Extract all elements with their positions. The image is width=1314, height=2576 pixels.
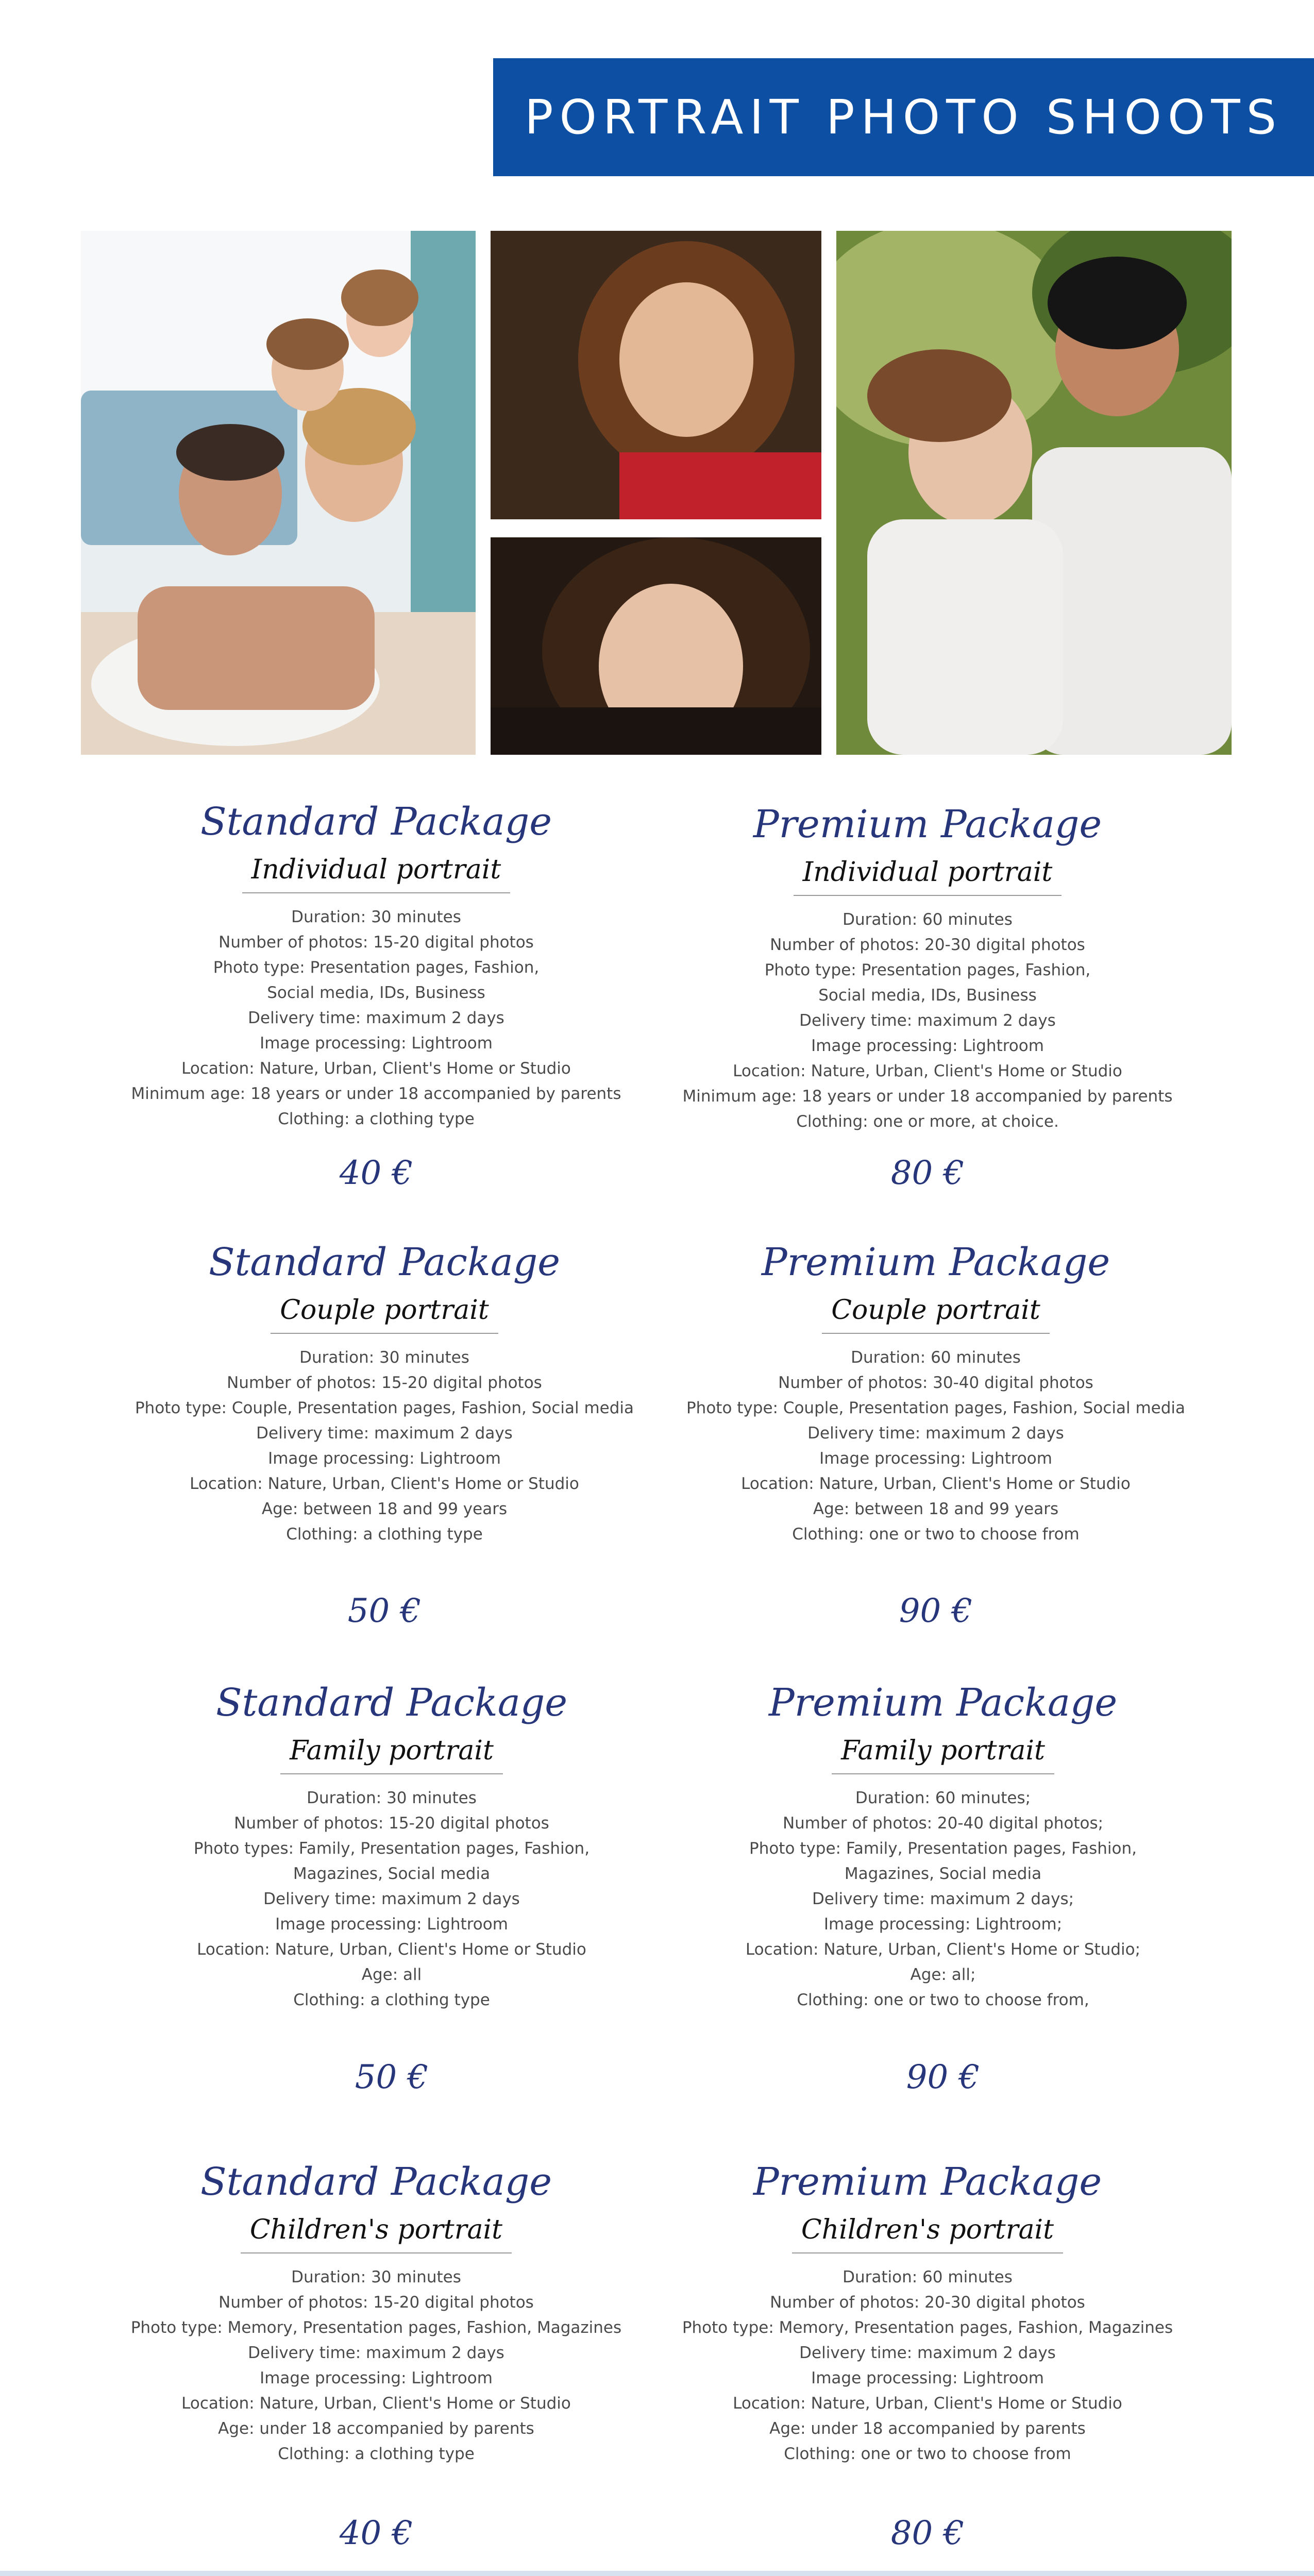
package-detail-line: Image processing: Lightroom	[260, 2369, 493, 2388]
package-detail-line: Delivery time: maximum 2 days	[799, 1011, 1056, 1030]
package-price: 40 €	[339, 1154, 413, 1192]
package-detail-line: Delivery time: maximum 2 days	[263, 1890, 520, 1909]
package-detail-line: Photo type: Family, Presentation pages, Fashion,	[749, 1839, 1137, 1858]
package-detail-line: Number of photos: 20-40 digital photos;	[782, 1814, 1104, 1833]
package-detail-line: Number of photos: 20-30 digital photos	[770, 2293, 1085, 2312]
package-subtitle: Family portrait	[832, 1735, 1054, 1774]
package-detail-line: Delivery time: maximum 2 days	[248, 2344, 504, 2363]
package-detail-line: Number of photos: 15-20 digital photos	[218, 933, 534, 952]
package-title: Standard Package	[215, 1681, 568, 1725]
package-subtitle: Children's portrait	[792, 2214, 1063, 2253]
baby-portrait-section	[0, 2571, 1314, 2576]
family-photo	[81, 231, 476, 755]
package-detail-line: Number of photos: 15-20 digital photos	[218, 2293, 534, 2312]
couple-photo	[836, 231, 1232, 755]
package-detail-line: Delivery time: maximum 2 days	[807, 1424, 1064, 1443]
package-title: Standard Package	[200, 2160, 552, 2204]
package-detail-line: Location: Nature, Urban, Client's Home or Studio	[190, 1475, 579, 1494]
package-detail-line: Delivery time: maximum 2 days	[256, 1424, 513, 1443]
package-detail-line: Clothing: a clothing type	[278, 2445, 475, 2464]
package-detail-line: Duration: 60 minutes	[843, 910, 1013, 929]
package-detail-line: Location: Nature, Urban, Client's Home or Studio	[181, 2394, 571, 2413]
package-detail-line: Clothing: one or two to choose from,	[797, 1991, 1089, 2010]
package-detail-line: Clothing: a clothing type	[278, 1110, 475, 1129]
package-detail-line: Social media, IDs, Business	[267, 984, 485, 1003]
package-detail-line: Magazines, Social media	[844, 1865, 1042, 1884]
package-price: 50 €	[347, 1592, 422, 1630]
package-detail-line: Age: under 18 accompanied by parents	[769, 2419, 1086, 2438]
package-detail-line: Location: Nature, Urban, Client's Home or Studio	[733, 1062, 1122, 1081]
package-detail-line: Photo type: Memory, Presentation pages, Fashion, Magazines	[130, 2318, 622, 2337]
package-detail-line: Duration: 60 minutes	[843, 2268, 1013, 2287]
package-detail-line: Image processing: Lightroom	[811, 2369, 1044, 2388]
package-detail-line: Duration: 30 minutes	[291, 908, 461, 927]
package-detail-line: Clothing: one or more, at choice.	[796, 1112, 1059, 1131]
package-detail-line: Location: Nature, Urban, Client's Home or Studio	[181, 1059, 571, 1078]
package-detail-line: Delivery time: maximum 2 days	[799, 2344, 1056, 2363]
package-detail-line: Location: Nature, Urban, Client's Home or Studio	[741, 1475, 1131, 1494]
package-detail-line: Age: between 18 and 99 years	[261, 1500, 508, 1519]
package-detail-line: Duration: 30 minutes	[307, 1789, 477, 1808]
package-detail-line: Number of photos: 15-20 digital photos	[234, 1814, 549, 1833]
package-detail-line: Photo type: Presentation pages, Fashion,	[764, 961, 1091, 980]
package-title: Premium Package	[768, 1681, 1118, 1725]
package-detail-line: Age: under 18 accompanied by parents	[218, 2419, 534, 2438]
package-price: 90 €	[899, 1592, 973, 1630]
package-detail-line: Age: all	[361, 1965, 422, 1985]
package-detail-line: Clothing: one or two to choose from	[792, 1525, 1080, 1544]
package-title: Premium Package	[753, 2160, 1102, 2204]
package-detail-line: Age: all;	[910, 1965, 976, 1985]
package-detail-line: Clothing: a clothing type	[286, 1525, 483, 1544]
page-title: PORTRAIT PHOTO SHOOTS	[525, 90, 1283, 145]
package-detail-line: Number of photos: 15-20 digital photos	[227, 1374, 542, 1393]
premium-package-4	[654, 2161, 1201, 2467]
girl-curly-photo	[491, 231, 821, 519]
package-detail-line: Location: Nature, Urban, Client's Home or Studio	[733, 2394, 1122, 2413]
package-title: Standard Package	[208, 1240, 561, 1284]
package-detail-line: Photo types: Family, Presentation pages, Fashion,	[193, 1839, 590, 1858]
package-detail-line: Photo type: Memory, Presentation pages, Fashion, Magazines	[682, 2318, 1173, 2337]
package-title: Premium Package	[753, 802, 1102, 846]
package-detail-line: Image processing: Lightroom	[819, 1449, 1052, 1468]
package-detail-line: Photo type: Couple, Presentation pages, Fashion, Social media	[686, 1399, 1186, 1418]
package-detail-line: Clothing: one or two to choose from	[784, 2445, 1071, 2464]
package-detail-line: Image processing: Lightroom;	[823, 1915, 1063, 1934]
package-detail-line: Number of photos: 20-30 digital photos	[770, 936, 1085, 955]
premium-package-1	[654, 804, 1201, 1134]
package-detail-line: Social media, IDs, Business	[818, 986, 1037, 1005]
package-detail-line: Age: between 18 and 99 years	[813, 1500, 1059, 1519]
package-price: 40 €	[339, 2514, 413, 2552]
package-subtitle: Children's portrait	[241, 2214, 512, 2253]
package-subtitle: Individual portrait	[794, 857, 1062, 896]
page-title-banner	[493, 58, 1314, 176]
package-detail-line: Duration: 30 minutes	[291, 2268, 461, 2287]
package-detail-line: Magazines, Social media	[293, 1865, 491, 1884]
girl-looking-up-photo	[491, 537, 821, 755]
premium-package-2	[663, 1242, 1209, 1547]
standard-package-3	[119, 1682, 665, 2013]
package-detail-line: Location: Nature, Urban, Client's Home or Studio	[197, 1940, 586, 1959]
package-price: 80 €	[890, 2514, 965, 2552]
package-subtitle: Couple portrait	[822, 1295, 1050, 1334]
package-detail-line: Minimum age: 18 years or under 18 accompanied by parents	[682, 1087, 1173, 1106]
package-detail-line: Image processing: Lightroom	[260, 1034, 493, 1053]
package-detail-line: Delivery time: maximum 2 days	[248, 1009, 504, 1028]
package-detail-line: Minimum age: 18 years or under 18 accompanied by parents	[131, 1084, 621, 1104]
package-detail-line: Duration: 60 minutes;	[855, 1789, 1031, 1808]
package-title: Standard Package	[200, 800, 552, 844]
package-price: 90 €	[906, 2058, 980, 2096]
package-detail-line: Clothing: a clothing type	[293, 1991, 490, 2010]
package-detail-line: Image processing: Lightroom	[275, 1915, 508, 1934]
package-price: 80 €	[890, 1154, 965, 1192]
package-title: Premium Package	[761, 1240, 1110, 1284]
package-detail-line: Photo type: Couple, Presentation pages, Fashion, Social media	[134, 1399, 634, 1418]
package-subtitle: Individual portrait	[242, 854, 511, 893]
standard-package-4	[103, 2161, 649, 2467]
package-detail-line: Duration: 60 minutes	[851, 1348, 1021, 1367]
package-subtitle: Family portrait	[280, 1735, 503, 1774]
package-subtitle: Couple portrait	[271, 1295, 498, 1334]
package-detail-line: Location: Nature, Urban, Client's Home or Studio;	[745, 1940, 1141, 1959]
standard-package-2	[111, 1242, 658, 1547]
standard-package-1	[103, 801, 649, 1132]
package-detail-line: Image processing: Lightroom	[268, 1449, 501, 1468]
package-detail-line: Duration: 30 minutes	[299, 1348, 469, 1367]
premium-package-3	[670, 1682, 1216, 2013]
package-detail-line: Image processing: Lightroom	[811, 1037, 1044, 1056]
package-detail-line: Delivery time: maximum 2 days;	[812, 1890, 1074, 1909]
package-detail-line: Photo type: Presentation pages, Fashion,	[213, 958, 540, 977]
package-price: 50 €	[355, 2058, 429, 2096]
package-detail-line: Number of photos: 30-40 digital photos	[778, 1374, 1093, 1393]
